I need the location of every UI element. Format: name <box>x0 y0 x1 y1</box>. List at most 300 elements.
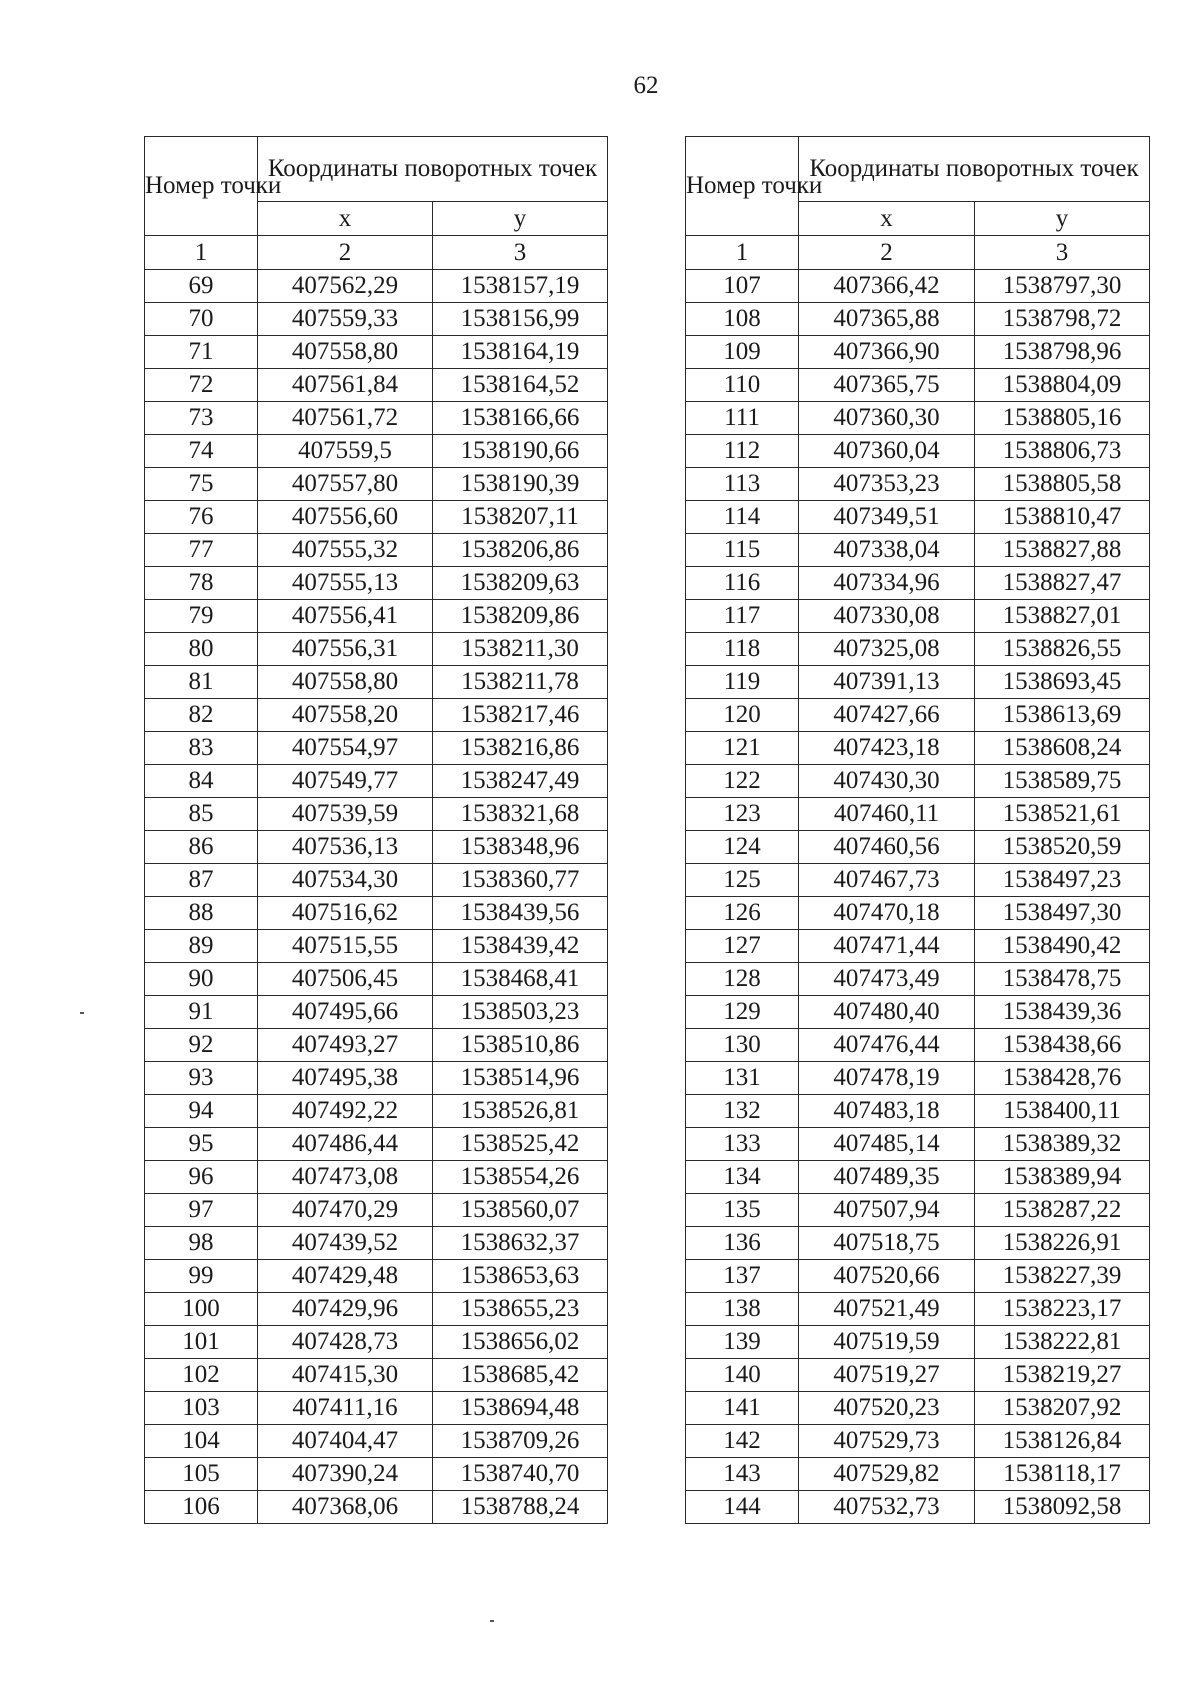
point-number-cell: 79 <box>145 600 258 633</box>
y-coordinate-cell: 1538656,02 <box>433 1326 608 1359</box>
x-coordinate-cell: 407520,23 <box>799 1392 975 1425</box>
x-coordinate-cell: 407518,75 <box>799 1227 975 1260</box>
x-coordinate-cell: 407478,19 <box>799 1062 975 1095</box>
y-coordinate-cell: 1538164,19 <box>433 336 608 369</box>
x-coordinate-cell: 407325,08 <box>799 633 975 666</box>
table-row <box>686 600 1150 633</box>
table-row <box>686 435 1150 468</box>
header-row <box>145 137 608 202</box>
point-number-cell: 85 <box>145 798 258 831</box>
table-row <box>686 666 1150 699</box>
table-row <box>686 1260 1150 1293</box>
table-row <box>145 270 608 303</box>
x-coordinate-cell: 407483,18 <box>799 1095 975 1128</box>
point-number-cell: 102 <box>145 1359 258 1392</box>
y-coordinate-cell: 1538608,24 <box>975 732 1150 765</box>
y-coordinate-cell: 1538827,88 <box>975 534 1150 567</box>
point-number-cell: 83 <box>145 732 258 765</box>
table-row <box>686 864 1150 897</box>
x-coordinate-cell: 407520,66 <box>799 1260 975 1293</box>
point-number-cell: 91 <box>145 996 258 1029</box>
y-coordinate-cell: 1538166,66 <box>433 402 608 435</box>
point-number-cell: 71 <box>145 336 258 369</box>
table-row <box>686 336 1150 369</box>
coordinates-header: Координаты поворотных точек <box>258 137 608 202</box>
y-coordinate-cell: 1538438,66 <box>975 1029 1150 1062</box>
y-coordinate-cell: 1538156,99 <box>433 303 608 336</box>
x-coordinate-cell: 407471,44 <box>799 930 975 963</box>
table-row <box>686 1194 1150 1227</box>
y-coordinate-cell: 1538525,42 <box>433 1128 608 1161</box>
y-coordinate-cell: 1538247,49 <box>433 765 608 798</box>
table-row <box>145 1458 608 1491</box>
table-row <box>686 1293 1150 1326</box>
table-row <box>686 303 1150 336</box>
x-coordinate-cell: 407562,29 <box>258 270 433 303</box>
point-number-cell: 143 <box>686 1458 799 1491</box>
table-row <box>145 864 608 897</box>
point-number-cell: 136 <box>686 1227 799 1260</box>
column-number: 1 <box>686 236 799 270</box>
point-number-cell: 139 <box>686 1326 799 1359</box>
table-row <box>686 699 1150 732</box>
table-row <box>686 1326 1150 1359</box>
table-row <box>686 798 1150 831</box>
x-coordinate-cell: 407558,80 <box>258 336 433 369</box>
x-coordinate-cell: 407532,73 <box>799 1491 975 1524</box>
table-row <box>686 501 1150 534</box>
y-coordinate-cell: 1538092,58 <box>975 1491 1150 1524</box>
table-row <box>686 369 1150 402</box>
point-number-cell: 77 <box>145 534 258 567</box>
point-number-cell: 123 <box>686 798 799 831</box>
table-row <box>686 1392 1150 1425</box>
scan-speck <box>490 1620 494 1622</box>
column-number-row <box>145 236 608 270</box>
point-number-cell: 72 <box>145 369 258 402</box>
table-row <box>145 765 608 798</box>
table-row <box>686 930 1150 963</box>
point-number-cell: 126 <box>686 897 799 930</box>
point-number-cell: 88 <box>145 897 258 930</box>
x-coordinate-cell: 407430,30 <box>799 765 975 798</box>
header-row <box>686 137 1150 202</box>
x-coordinate-cell: 407366,90 <box>799 336 975 369</box>
point-number-cell: 108 <box>686 303 799 336</box>
x-coordinate-cell: 407480,40 <box>799 996 975 1029</box>
table-row <box>686 765 1150 798</box>
point-number-cell: 75 <box>145 468 258 501</box>
y-coordinate-cell: 1538810,47 <box>975 501 1150 534</box>
point-number-cell: 84 <box>145 765 258 798</box>
y-coordinate-cell: 1538613,69 <box>975 699 1150 732</box>
table-row <box>145 600 608 633</box>
y-coordinate-cell: 1538653,63 <box>433 1260 608 1293</box>
y-coordinate-cell: 1538400,11 <box>975 1095 1150 1128</box>
x-coordinate-cell: 407427,66 <box>799 699 975 732</box>
table-row <box>686 1458 1150 1491</box>
point-number-cell: 101 <box>145 1326 258 1359</box>
y-coordinate-cell: 1538211,78 <box>433 666 608 699</box>
x-coordinate-cell: 407534,30 <box>258 864 433 897</box>
point-number-cell: 115 <box>686 534 799 567</box>
point-number-cell: 132 <box>686 1095 799 1128</box>
x-coordinate-cell: 407561,72 <box>258 402 433 435</box>
x-coordinate-cell: 407473,49 <box>799 963 975 996</box>
table-row <box>686 1029 1150 1062</box>
table-row <box>145 963 608 996</box>
table-row <box>686 1095 1150 1128</box>
table-row <box>686 468 1150 501</box>
x-coordinate-cell: 407439,52 <box>258 1227 433 1260</box>
y-coordinate-cell: 1538209,86 <box>433 600 608 633</box>
point-number-cell: 94 <box>145 1095 258 1128</box>
table-row <box>145 1491 608 1524</box>
y-coordinate-cell: 1538226,91 <box>975 1227 1150 1260</box>
table-row <box>145 1293 608 1326</box>
y-coordinate-cell: 1538439,56 <box>433 897 608 930</box>
point-number-cell: 141 <box>686 1392 799 1425</box>
point-number-cell: 111 <box>686 402 799 435</box>
table-row <box>145 303 608 336</box>
y-coordinate-cell: 1538503,23 <box>433 996 608 1029</box>
column-number: 3 <box>975 236 1150 270</box>
coordinates-table-left <box>144 136 608 1524</box>
y-coordinate-cell: 1538806,73 <box>975 435 1150 468</box>
x-coordinate-cell: 407338,04 <box>799 534 975 567</box>
table-row <box>686 633 1150 666</box>
table-row <box>145 1029 608 1062</box>
y-coordinate-cell: 1538804,09 <box>975 369 1150 402</box>
y-coordinate-cell: 1538632,37 <box>433 1227 608 1260</box>
x-coordinate-cell: 407365,75 <box>799 369 975 402</box>
coordinates-table-right <box>685 136 1150 1524</box>
point-number-cell: 125 <box>686 864 799 897</box>
x-header: x <box>799 202 975 236</box>
column-number: 2 <box>799 236 975 270</box>
point-number-cell: 133 <box>686 1128 799 1161</box>
y-coordinate-cell: 1538520,59 <box>975 831 1150 864</box>
y-coordinate-cell: 1538693,45 <box>975 666 1150 699</box>
x-coordinate-cell: 407349,51 <box>799 501 975 534</box>
x-coordinate-cell: 407555,13 <box>258 567 433 600</box>
y-coordinate-cell: 1538118,17 <box>975 1458 1150 1491</box>
point-number-cell: 144 <box>686 1491 799 1524</box>
point-number-cell: 99 <box>145 1260 258 1293</box>
point-number-cell: 97 <box>145 1194 258 1227</box>
column-number: 1 <box>145 236 258 270</box>
table-row <box>145 699 608 732</box>
table-row <box>145 633 608 666</box>
y-coordinate-cell: 1538589,75 <box>975 765 1150 798</box>
x-coordinate-cell: 407519,59 <box>799 1326 975 1359</box>
point-number-cell: 96 <box>145 1161 258 1194</box>
y-coordinate-cell: 1538709,26 <box>433 1425 608 1458</box>
table-row <box>686 831 1150 864</box>
y-coordinate-cell: 1538510,86 <box>433 1029 608 1062</box>
table-row <box>145 369 608 402</box>
point-number-cell: 76 <box>145 501 258 534</box>
x-coordinate-cell: 407428,73 <box>258 1326 433 1359</box>
y-coordinate-cell: 1538827,47 <box>975 567 1150 600</box>
y-coordinate-cell: 1538805,58 <box>975 468 1150 501</box>
y-coordinate-cell: 1538514,96 <box>433 1062 608 1095</box>
y-coordinate-cell: 1538439,36 <box>975 996 1150 1029</box>
table-row <box>686 996 1150 1029</box>
table-row <box>686 1359 1150 1392</box>
point-number-cell: 73 <box>145 402 258 435</box>
table-row <box>686 1128 1150 1161</box>
point-number-cell: 138 <box>686 1293 799 1326</box>
x-coordinate-cell: 407486,44 <box>258 1128 433 1161</box>
y-coordinate-cell: 1538490,42 <box>975 930 1150 963</box>
x-coordinate-cell: 407556,60 <box>258 501 433 534</box>
y-coordinate-cell: 1538439,42 <box>433 930 608 963</box>
y-coordinate-cell: 1538798,96 <box>975 336 1150 369</box>
y-header: y <box>433 202 608 236</box>
x-coordinate-cell: 407539,59 <box>258 798 433 831</box>
y-coordinate-cell: 1538428,76 <box>975 1062 1150 1095</box>
y-coordinate-cell: 1538478,75 <box>975 963 1150 996</box>
point-number-cell: 131 <box>686 1062 799 1095</box>
table-row <box>145 402 608 435</box>
x-coordinate-cell: 407493,27 <box>258 1029 433 1062</box>
point-number-cell: 124 <box>686 831 799 864</box>
x-coordinate-cell: 407423,18 <box>799 732 975 765</box>
x-coordinate-cell: 407495,38 <box>258 1062 433 1095</box>
table-row <box>145 1260 608 1293</box>
x-coordinate-cell: 407470,18 <box>799 897 975 930</box>
scan-speck <box>80 1012 84 1014</box>
point-number-cell: 127 <box>686 930 799 963</box>
point-number-cell: 142 <box>686 1425 799 1458</box>
y-coordinate-cell: 1538788,24 <box>433 1491 608 1524</box>
x-coordinate-cell: 407516,62 <box>258 897 433 930</box>
table-row <box>145 831 608 864</box>
x-coordinate-cell: 407558,20 <box>258 699 433 732</box>
y-coordinate-cell: 1538217,46 <box>433 699 608 732</box>
x-coordinate-cell: 407460,56 <box>799 831 975 864</box>
coordinates-table-left-body <box>145 137 608 1524</box>
y-coordinate-cell: 1538497,23 <box>975 864 1150 897</box>
y-coordinate-cell: 1538797,30 <box>975 270 1150 303</box>
point-number-cell: 130 <box>686 1029 799 1062</box>
x-coordinate-cell: 407561,84 <box>258 369 433 402</box>
x-coordinate-cell: 407467,73 <box>799 864 975 897</box>
x-coordinate-cell: 407404,47 <box>258 1425 433 1458</box>
x-coordinate-cell: 407554,97 <box>258 732 433 765</box>
point-number-cell: 106 <box>145 1491 258 1524</box>
x-coordinate-cell: 407529,73 <box>799 1425 975 1458</box>
point-number-cell: 105 <box>145 1458 258 1491</box>
table-row <box>145 1161 608 1194</box>
x-coordinate-cell: 407519,27 <box>799 1359 975 1392</box>
y-coordinate-cell: 1538211,30 <box>433 633 608 666</box>
y-coordinate-cell: 1538521,61 <box>975 798 1150 831</box>
y-coordinate-cell: 1538207,92 <box>975 1392 1150 1425</box>
x-coordinate-cell: 407492,22 <box>258 1095 433 1128</box>
y-coordinate-cell: 1538694,48 <box>433 1392 608 1425</box>
table-row <box>145 1194 608 1227</box>
point-number-cell: 137 <box>686 1260 799 1293</box>
y-coordinate-cell: 1538348,96 <box>433 831 608 864</box>
table-row <box>145 1392 608 1425</box>
point-number-cell: 110 <box>686 369 799 402</box>
point-number-cell: 128 <box>686 963 799 996</box>
y-coordinate-cell: 1538321,68 <box>433 798 608 831</box>
table-row <box>145 567 608 600</box>
point-number-cell: 93 <box>145 1062 258 1095</box>
table-row <box>145 1095 608 1128</box>
table-row <box>145 732 608 765</box>
point-number-cell: 109 <box>686 336 799 369</box>
point-number-cell: 112 <box>686 435 799 468</box>
point-number-cell: 107 <box>686 270 799 303</box>
y-coordinate-cell: 1538223,17 <box>975 1293 1150 1326</box>
point-number-cell: 89 <box>145 930 258 963</box>
point-number-cell: 81 <box>145 666 258 699</box>
table-row <box>145 897 608 930</box>
x-coordinate-cell: 407515,55 <box>258 930 433 963</box>
x-coordinate-cell: 407536,13 <box>258 831 433 864</box>
y-coordinate-cell: 1538190,39 <box>433 468 608 501</box>
x-coordinate-cell: 407559,33 <box>258 303 433 336</box>
x-coordinate-cell: 407366,42 <box>799 270 975 303</box>
point-number-cell: 82 <box>145 699 258 732</box>
x-coordinate-cell: 407353,23 <box>799 468 975 501</box>
y-coordinate-cell: 1538216,86 <box>433 732 608 765</box>
x-coordinate-cell: 407556,41 <box>258 600 433 633</box>
table-row <box>686 1161 1150 1194</box>
y-coordinate-cell: 1538826,55 <box>975 633 1150 666</box>
y-coordinate-cell: 1538740,70 <box>433 1458 608 1491</box>
point-number-cell: 86 <box>145 831 258 864</box>
x-coordinate-cell: 407391,13 <box>799 666 975 699</box>
point-number-cell: 140 <box>686 1359 799 1392</box>
point-number-cell: 122 <box>686 765 799 798</box>
point-number-cell: 113 <box>686 468 799 501</box>
x-coordinate-cell: 407365,88 <box>799 303 975 336</box>
point-number-cell: 74 <box>145 435 258 468</box>
x-coordinate-cell: 407429,48 <box>258 1260 433 1293</box>
point-number-cell: 129 <box>686 996 799 1029</box>
point-number-cell: 119 <box>686 666 799 699</box>
table-row <box>686 402 1150 435</box>
point-number-cell: 98 <box>145 1227 258 1260</box>
y-coordinate-cell: 1538468,41 <box>433 963 608 996</box>
y-coordinate-cell: 1538389,94 <box>975 1161 1150 1194</box>
x-coordinate-cell: 407360,30 <box>799 402 975 435</box>
y-coordinate-cell: 1538685,42 <box>433 1359 608 1392</box>
table-row <box>145 1062 608 1095</box>
point-number-cell: 117 <box>686 600 799 633</box>
y-coordinate-cell: 1538526,81 <box>433 1095 608 1128</box>
point-number-header: Номер точки <box>145 137 258 236</box>
y-coordinate-cell: 1538798,72 <box>975 303 1150 336</box>
x-coordinate-cell: 407559,5 <box>258 435 433 468</box>
coordinates-table-right-body <box>686 137 1150 1524</box>
x-coordinate-cell: 407549,77 <box>258 765 433 798</box>
x-coordinate-cell: 407476,44 <box>799 1029 975 1062</box>
x-coordinate-cell: 407507,94 <box>799 1194 975 1227</box>
point-number-cell: 90 <box>145 963 258 996</box>
x-coordinate-cell: 407470,29 <box>258 1194 433 1227</box>
x-coordinate-cell: 407473,08 <box>258 1161 433 1194</box>
x-coordinate-cell: 407489,35 <box>799 1161 975 1194</box>
table-row <box>686 567 1150 600</box>
x-coordinate-cell: 407368,06 <box>258 1491 433 1524</box>
x-header: x <box>258 202 433 236</box>
table-row <box>145 1359 608 1392</box>
point-number-cell: 104 <box>145 1425 258 1458</box>
y-coordinate-cell: 1538287,22 <box>975 1194 1150 1227</box>
x-coordinate-cell: 407360,04 <box>799 435 975 468</box>
y-coordinate-cell: 1538219,27 <box>975 1359 1150 1392</box>
x-coordinate-cell: 407529,82 <box>799 1458 975 1491</box>
column-number: 2 <box>258 236 433 270</box>
table-row <box>145 666 608 699</box>
table-row <box>686 1425 1150 1458</box>
x-coordinate-cell: 407411,16 <box>258 1392 433 1425</box>
x-coordinate-cell: 407429,96 <box>258 1293 433 1326</box>
x-coordinate-cell: 407506,45 <box>258 963 433 996</box>
table-row <box>686 1227 1150 1260</box>
point-number-cell: 92 <box>145 1029 258 1062</box>
y-coordinate-cell: 1538190,66 <box>433 435 608 468</box>
table-row <box>145 435 608 468</box>
y-coordinate-cell: 1538389,32 <box>975 1128 1150 1161</box>
table-row <box>145 1128 608 1161</box>
table-row <box>686 270 1150 303</box>
x-coordinate-cell: 407557,80 <box>258 468 433 501</box>
table-row <box>145 1227 608 1260</box>
table-row <box>145 534 608 567</box>
x-coordinate-cell: 407495,66 <box>258 996 433 1029</box>
coordinates-header: Координаты поворотных точек <box>799 137 1150 202</box>
point-number-cell: 95 <box>145 1128 258 1161</box>
x-coordinate-cell: 407460,11 <box>799 798 975 831</box>
x-coordinate-cell: 407330,08 <box>799 600 975 633</box>
table-row <box>686 1491 1150 1524</box>
y-coordinate-cell: 1538497,30 <box>975 897 1150 930</box>
column-number: 3 <box>433 236 608 270</box>
y-coordinate-cell: 1538805,16 <box>975 402 1150 435</box>
table-row <box>145 930 608 963</box>
point-number-header: Номер точки <box>686 137 799 236</box>
y-coordinate-cell: 1538206,86 <box>433 534 608 567</box>
y-coordinate-cell: 1538554,26 <box>433 1161 608 1194</box>
y-coordinate-cell: 1538207,11 <box>433 501 608 534</box>
table-row <box>686 534 1150 567</box>
y-coordinate-cell: 1538126,84 <box>975 1425 1150 1458</box>
x-coordinate-cell: 407390,24 <box>258 1458 433 1491</box>
x-coordinate-cell: 407415,30 <box>258 1359 433 1392</box>
y-header: y <box>975 202 1150 236</box>
y-coordinate-cell: 1538655,23 <box>433 1293 608 1326</box>
x-coordinate-cell: 407556,31 <box>258 633 433 666</box>
table-row <box>145 1326 608 1359</box>
point-number-cell: 118 <box>686 633 799 666</box>
point-number-cell: 135 <box>686 1194 799 1227</box>
x-coordinate-cell: 407334,96 <box>799 567 975 600</box>
page-number: 62 <box>633 72 659 99</box>
point-number-cell: 121 <box>686 732 799 765</box>
table-row <box>145 996 608 1029</box>
point-number-cell: 87 <box>145 864 258 897</box>
y-coordinate-cell: 1538227,39 <box>975 1260 1150 1293</box>
point-number-cell: 120 <box>686 699 799 732</box>
table-row <box>145 468 608 501</box>
